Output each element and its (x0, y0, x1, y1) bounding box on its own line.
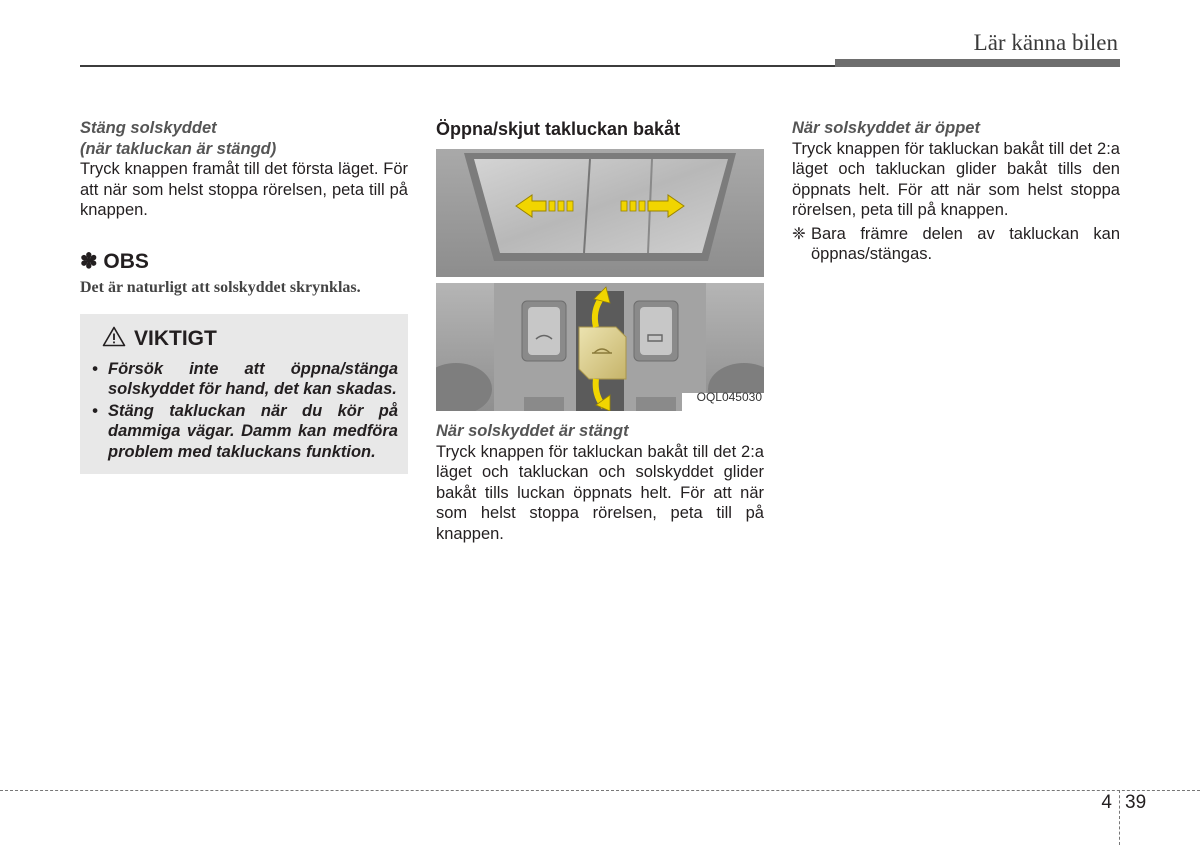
column-middle (436, 118, 764, 544)
warning-item: • Försök inte att öppna/stänga solskyddet för hand, det kan skadas. (92, 359, 398, 398)
warning-list (90, 359, 398, 463)
warning-title: VIKTIGT (134, 327, 217, 350)
footer-divider (1119, 790, 1120, 845)
footer-rule (0, 790, 1200, 791)
sunroof-illustration (436, 149, 764, 411)
subhead-close-sunshade-condition: (när takluckan är stängd) (80, 139, 277, 158)
column-right (792, 118, 1120, 265)
figure-code: OQL045030 (696, 389, 762, 404)
subhead-sunshade-closed: När solskyddet är stängt (436, 422, 629, 440)
header-rule-accent (835, 59, 1120, 67)
column-left (80, 118, 408, 474)
warning-box (80, 314, 408, 474)
obs-heading: ✽ OBS (80, 249, 149, 273)
warning-triangle-icon (102, 326, 126, 353)
sunshade-closed-text: Tryck knappen för takluckan bakåt till det 2:a läget och takluckan och solskyddet glider bakåt tills luckan öppnats helt. För att när som helst stoppa rörelsen, peta till på knappen. (436, 442, 764, 543)
header-rule (80, 65, 835, 67)
section-heading: Öppna/skjut takluckan bakåt (436, 119, 681, 139)
page-chapter-number: 4 (1101, 792, 1112, 813)
note (792, 224, 1120, 265)
subhead-sunshade-open: När solskyddet är öppet (792, 119, 980, 137)
obs-text: Det är naturligt att solskyddet skrynklas. (80, 278, 361, 296)
warning-item-text: Försök inte att öppna/stänga solskyddet för hand, det kan skadas. (108, 359, 398, 398)
warning-header (102, 326, 398, 353)
warning-item-text: Stäng takluckan när du kör på dammiga vägar. Damm kan medföra problem med takluckans funktion. (108, 401, 398, 461)
sunshade-open-text: Tryck knappen för takluckan bakåt till det 2:a läget och takluckan glider bakåt tills den öppnats helt. För att när som helst stoppa rörelsen, peta till på knappen. (792, 139, 1120, 219)
sunroof-illustration-graphic (436, 149, 764, 411)
page-number: 39 (1125, 792, 1147, 813)
subhead-close-sunshade: Stäng solskyddet (80, 119, 217, 137)
warning-item: • Stäng takluckan när du kör på dammiga vägar. Damm kan medföra problem med takluckans funktion. (92, 401, 398, 461)
note-mark: ❈ (792, 224, 806, 243)
close-sunshade-text: Tryck knappen framåt till det första läget. För att när som helst stoppa rörelsen, peta till på knappen. (80, 160, 408, 219)
chapter-title: Lär känna bilen (973, 30, 1118, 55)
note-text: Bara främre delen av takluckan kan öppnas/stängas. (811, 224, 1120, 263)
